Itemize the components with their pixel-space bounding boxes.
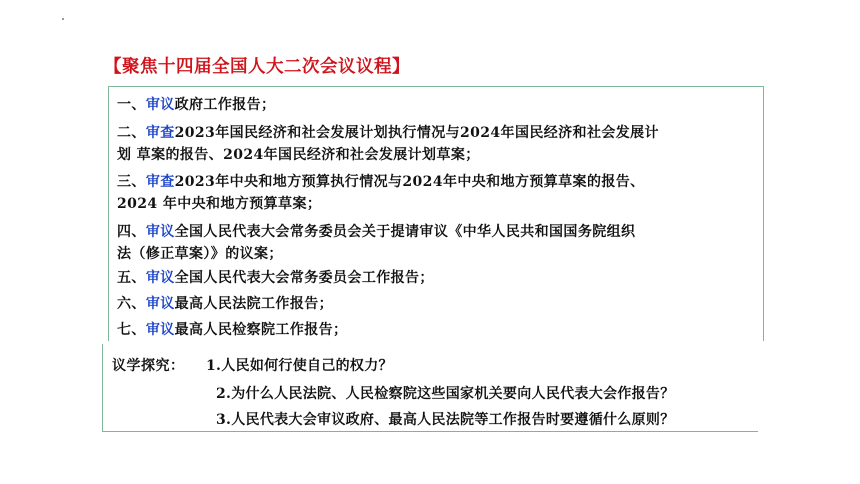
inquiry-question-1: 1.人民如何行使自己的权力？ xyxy=(206,358,393,374)
agenda-item-3: 三、审查2023年中央和地方预算执行情况与2024年中央和地方预算草案的报告、 2024 年中央和地方预算草案； xyxy=(117,174,645,212)
agenda-item-6: 六、审议最高人民法院工作报告； xyxy=(117,296,334,312)
agenda-item-2: 二、审查2023年国民经济和社会发展计划执行情况与2024年国民经济和社会发展计 划 草案的报告、2024年国民经济和社会发展计划草案； xyxy=(117,125,659,163)
agenda-item-5: 五、审议全国人民代表大会常务委员会工作报告； xyxy=(117,270,434,286)
inquiry-label: 议学探究： xyxy=(112,358,185,374)
agenda-item-1: 一、审议政府工作报告； xyxy=(117,97,276,113)
inquiry-question-3: 3.人民代表大会审议政府、最高人民法院等工作报告时要遵循什么原则？ xyxy=(216,412,675,428)
agenda-item-4: 四、审议全国人民代表大会常务委员会关于提请审议《中华人民共和国国务院组织 法（修正草案）》的议案； xyxy=(117,224,636,262)
decorative-dot xyxy=(62,18,64,20)
inquiry-question-2: 2.为什么人民法院、人民检察院这些国家机关要向人民代表大会作报告？ xyxy=(216,386,675,402)
agenda-item-7: 七、审议最高人民检察院工作报告； xyxy=(117,322,348,338)
page-title: 【聚焦十四届全国人大二次会议议程】 xyxy=(104,57,410,77)
